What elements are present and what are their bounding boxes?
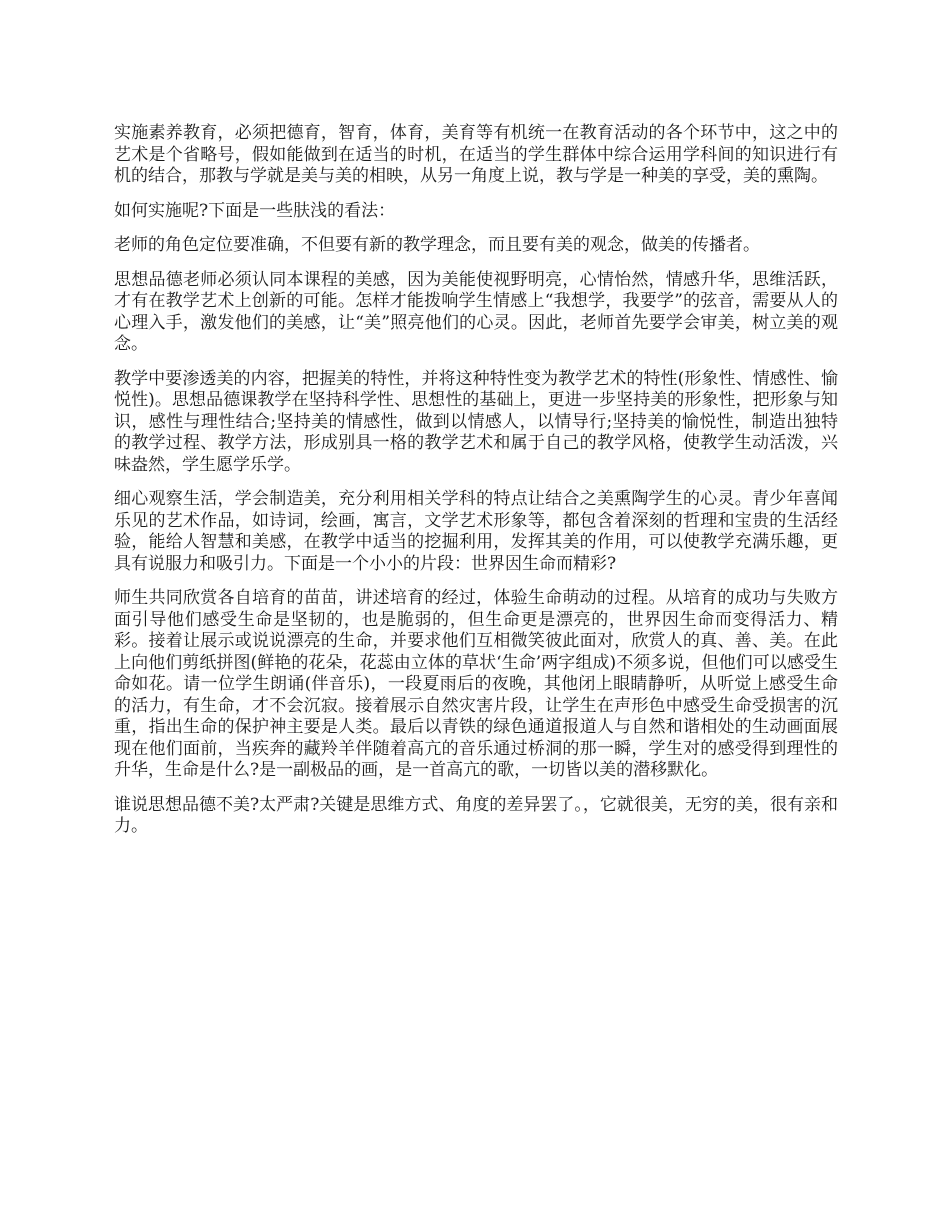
paragraph-4: 思想品德老师必须认同本课程的美感，因为美能使视野明亮，心情怡然，情感升华，思维活跃，才有在教学艺术上创新的可能。怎样才能拨响学生情感上“我想学，我要学”的弦音，需要从人的心理入手，激发他们的美感，让“美”照亮他们的心灵。因此，老师首先要学会审美，树立美的观念。 (114, 269, 838, 354)
document-body (114, 123, 838, 851)
paragraph-1: 实施素养教育，必须把德育，智育，体育，美育等有机统一在教育活动的各个环节中，这之中的艺术是个省略号，假如能做到在适当的时机，在适当的学生群体中综合运用学科间的知识进行有机的结合，那教与学就是美与美的相映，从另一角度上说，教与学是一种美的享受，美的熏陶。 (114, 123, 838, 186)
paragraph-2: 如何实施呢?下面是一些肤浅的看法： (114, 200, 396, 221)
paragraph-5: 教学中要渗透美的内容，把握美的特性，并将这种特性变为教学艺术的特性(形象性、情感性、愉悦性)。思想品德课教学在坚持科学性、思想性的基础上，更进一步坚持美的形象性，把形象与知识，感性与理性结合;坚持美的情感性，做到以情感人，以情导行;坚持美的愉悦性，制造出独特的教学过程、教学方法，形成别具一格的教学艺术和属于自己的教学风格，使教学生动活泼，兴味盎然，学生愿学乐学。 (114, 368, 838, 475)
paragraph-7: 师生共同欣赏各自培育的苗苗，讲述培育的经过，体验生命萌动的过程。从培育的成功与失败方面引导他们感受生命是坚韧的，也是脆弱的，但生命更是漂亮的，世界因生命而变得活力、精彩。接着让展示或说说漂亮的生命，并要求他们互相微笑彼此面对，欣赏人的真、善、美。在此上向他们剪纸拼图(鲜艳的花朵，花蕊由立体的草状‘生命’两字组成)不须多说，但他们可以感受生命如花。请一位学生朗诵(伴音乐)，一段夏雨后的夜晚，其他闭上眼睛静听，从听觉上感受生命的活力，有生命，才不会沉寂。接着展示自然灾害片段，让学生在声形色中感受生命受损害的沉重，指出生命的保护神主要是人类。最后以青铁的绿色通道报道人与自然和谐相处的生动画面展现在他们面前，当疾奔的藏羚羊伴随着高亢的音乐通过桥洞的那一瞬，学生对的感受得到理性的升华，生命是什么?是一副极品的画，是一首高亢的歌，一切皆以美的潜移默化。 (114, 588, 838, 780)
paragraph-6: 细心观察生活，学会制造美，充分利用相关学科的特点让结合之美熏陶学生的心灵。青少年喜闻乐见的艺术作品，如诗词，绘画，寓言，文学艺术形象等，都包含着深刻的哲理和宝贵的生活经验，能给人智慧和美感，在教学中适当的挖掘利用，发挥其美的作用，可以使教学充满乐趣，更具有说服力和吸引力。下面是一个小小的片段：世界因生命而精彩? (114, 489, 838, 574)
paragraph-8: 谁说思想品德不美?太严肃?关键是思维方式、角度的差异罢了。，它就很美，无穷的美，很有亲和力。 (114, 794, 838, 836)
paragraph-3: 老师的角色定位要准确，不但要有新的教学理念，而且要有美的观念，做美的传播者。 (114, 235, 760, 255)
